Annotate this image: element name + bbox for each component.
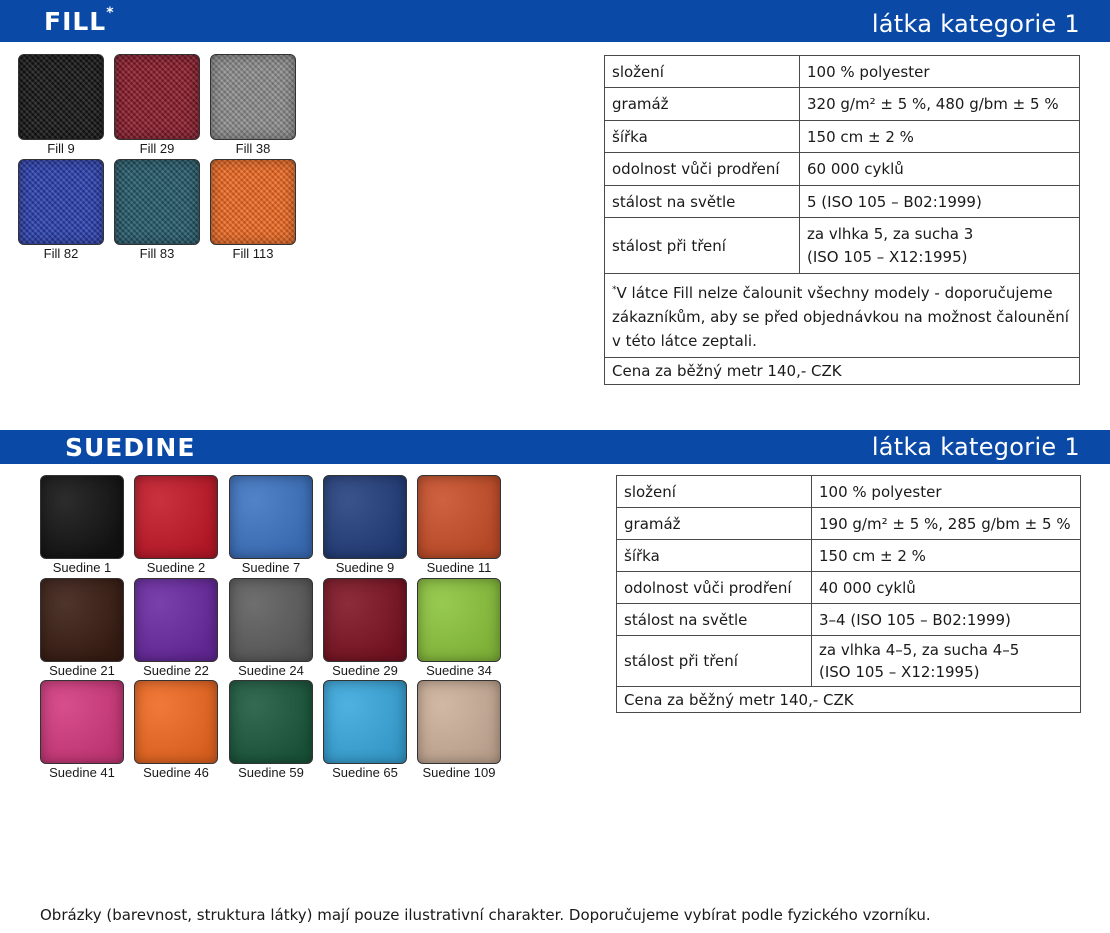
spec-key: odolnost vůči prodření — [617, 572, 812, 604]
spec-value — [800, 218, 1080, 274]
footer-disclaimer: Obrázky (barevnost, struktura látky) mají pouze ilustrativní charakter. Doporučujeme vybírat podle fyzického vzorníku. — [40, 906, 931, 924]
suedine-spec-row — [617, 604, 1081, 636]
fill-swatch — [114, 54, 200, 156]
suedine-swatch-chip — [134, 578, 218, 662]
spec-value: 320 g/m² ± 5 %, 480 g/bm ± 5 % — [800, 88, 1080, 121]
suedine-swatch — [229, 680, 313, 780]
fill-swatch-label: Fill 82 — [43, 246, 79, 261]
suedine-swatch-label: Suedine 65 — [332, 765, 398, 780]
suedine-header-band — [0, 430, 1110, 464]
fill-swatch-chip — [18, 159, 104, 245]
fill-swatch-chip — [210, 159, 296, 245]
suedine-swatch-chip — [229, 475, 313, 559]
spec-key: stálost při tření — [617, 636, 812, 687]
spec-value: 60 000 cyklů — [800, 153, 1080, 186]
suedine-spec-table — [616, 475, 1081, 713]
fill-swatch-chip — [210, 54, 296, 140]
suedine-spec-row — [617, 572, 1081, 604]
note-mark: * — [612, 285, 617, 295]
fill-swatch-chip — [18, 54, 104, 140]
suedine-swatch-chip — [323, 680, 407, 764]
spec-value: 100 % polyester — [812, 476, 1081, 508]
fill-title: FILL* — [44, 5, 115, 36]
suedine-swatch — [417, 578, 501, 678]
suedine-swatch-chip — [417, 475, 501, 559]
suedine-swatch-label: Suedine 24 — [238, 663, 304, 678]
suedine-swatch — [229, 475, 313, 575]
spec-value: 40 000 cyklů — [812, 572, 1081, 604]
fill-spec-row — [605, 121, 1080, 153]
suedine-price: Cena za běžný metr 140,- CZK — [617, 687, 1081, 713]
fill-swatch-label: Fill 38 — [235, 141, 271, 156]
suedine-swatch-label: Suedine 21 — [49, 663, 115, 678]
fill-spec-row — [605, 186, 1080, 218]
fill-price: Cena za běžný metr 140,- CZK — [605, 358, 1080, 385]
suedine-swatch-label: Suedine 41 — [49, 765, 115, 780]
suedine-swatch — [323, 475, 407, 575]
spec-key: šířka — [605, 121, 800, 153]
suedine-swatch-chip — [417, 578, 501, 662]
suedine-swatch-label: Suedine 109 — [422, 765, 496, 780]
suedine-swatch-chip — [417, 680, 501, 764]
suedine-swatch — [40, 475, 124, 575]
fill-swatch — [210, 54, 296, 156]
fill-spec-table — [604, 55, 1080, 385]
fill-swatch — [18, 54, 104, 156]
fill-swatch — [210, 159, 296, 261]
suedine-swatch — [134, 680, 218, 780]
fill-swatch-chip — [114, 54, 200, 140]
fill-header-band — [0, 0, 1110, 42]
fill-note-row — [605, 274, 1080, 358]
suedine-swatch — [229, 578, 313, 678]
suedine-swatch — [417, 680, 501, 780]
suedine-category: látka kategorie 1 — [871, 433, 1080, 461]
note-text: V látce Fill nelze čalounit všechny modely - doporučujeme zákazníkům, aby se před objednávkou na možnost čalounění v této látce zeptali. — [612, 284, 1069, 350]
suedine-swatch-label: Suedine 7 — [241, 560, 301, 575]
fill-swatch-label: Fill 29 — [139, 141, 175, 156]
fill-swatch — [114, 159, 200, 261]
suedine-swatch-chip — [40, 578, 124, 662]
spec-value: 150 cm ± 2 % — [812, 540, 1081, 572]
suedine-spec-row — [617, 508, 1081, 540]
suedine-swatch-chip — [134, 475, 218, 559]
suedine-swatch — [40, 578, 124, 678]
suedine-swatch-label: Suedine 11 — [426, 560, 492, 575]
spec-value-line: (ISO 105 – X12:1995) — [819, 663, 980, 681]
suedine-spec-row — [617, 636, 1081, 687]
spec-value-line: za vlhka 4–5, za sucha 4–5 — [819, 641, 1020, 659]
suedine-swatch — [134, 578, 218, 678]
spec-value — [812, 636, 1081, 687]
fill-spec-row — [605, 88, 1080, 121]
suedine-swatch-chip — [229, 578, 313, 662]
spec-value: 190 g/m² ± 5 %, 285 g/bm ± 5 % — [812, 508, 1081, 540]
suedine-swatch-chip — [40, 680, 124, 764]
spec-key: složení — [617, 476, 812, 508]
suedine-swatch-chip — [323, 475, 407, 559]
fill-note — [605, 274, 1080, 358]
suedine-swatch-chip — [323, 578, 407, 662]
spec-value: 100 % polyester — [800, 56, 1080, 88]
fill-swatch — [18, 159, 104, 261]
spec-value: 3–4 (ISO 105 – B02:1999) — [812, 604, 1081, 636]
suedine-swatch — [40, 680, 124, 780]
spec-key: odolnost vůči prodření — [605, 153, 800, 186]
suedine-spec-row — [617, 540, 1081, 572]
fill-swatch-label: Fill 9 — [47, 141, 75, 156]
fill-spec-row — [605, 218, 1080, 274]
spec-value-line: (ISO 105 – X12:1995) — [807, 247, 968, 266]
suedine-swatch-label: Suedine 2 — [146, 560, 206, 575]
fill-spec-row — [605, 56, 1080, 88]
fill-category: látka kategorie 1 — [871, 10, 1080, 38]
fill-swatch-label: Fill 83 — [139, 246, 175, 261]
suedine-price-row — [617, 687, 1081, 713]
suedine-swatch-label: Suedine 9 — [335, 560, 395, 575]
suedine-swatch — [417, 475, 501, 575]
suedine-swatch — [323, 578, 407, 678]
suedine-title: SUEDINE — [65, 433, 196, 462]
spec-key: stálost při tření — [605, 218, 800, 274]
spec-key: gramáž — [617, 508, 812, 540]
spec-key: gramáž — [605, 88, 800, 121]
suedine-swatch-label: Suedine 59 — [238, 765, 304, 780]
spec-value: 150 cm ± 2 % — [800, 121, 1080, 153]
suedine-swatch-label: Suedine 1 — [52, 560, 112, 575]
spec-key: šířka — [617, 540, 812, 572]
suedine-swatch-chip — [134, 680, 218, 764]
suedine-swatch — [323, 680, 407, 780]
fill-swatch-chip — [114, 159, 200, 245]
spec-key: stálost na světle — [617, 604, 812, 636]
fill-price-row — [605, 358, 1080, 385]
fill-spec-row — [605, 153, 1080, 186]
suedine-swatch-label: Suedine 29 — [332, 663, 398, 678]
spec-value: 5 (ISO 105 – B02:1999) — [800, 186, 1080, 218]
spec-key: složení — [605, 56, 800, 88]
spec-key: stálost na světle — [605, 186, 800, 218]
suedine-swatch-label: Suedine 46 — [143, 765, 209, 780]
suedine-spec-row — [617, 476, 1081, 508]
suedine-swatch — [134, 475, 218, 575]
suedine-swatch-chip — [40, 475, 124, 559]
fill-swatch-label: Fill 113 — [232, 246, 274, 261]
suedine-swatch-label: Suedine 34 — [426, 663, 492, 678]
spec-value-line: za vlhka 5, za sucha 3 — [807, 224, 974, 243]
suedine-swatch-chip — [229, 680, 313, 764]
suedine-swatch-label: Suedine 22 — [143, 663, 209, 678]
